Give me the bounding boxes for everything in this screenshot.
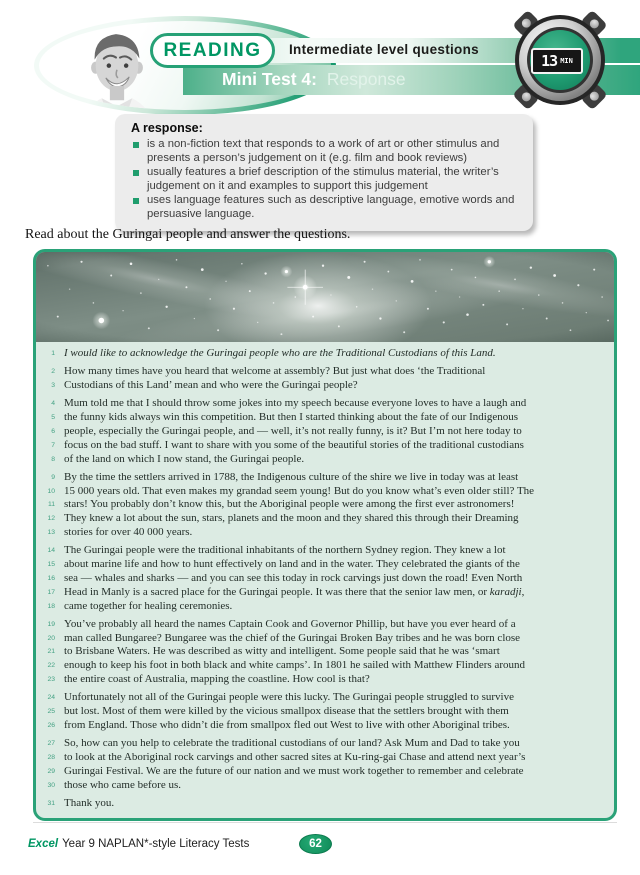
line-text: those who came before us.	[64, 778, 181, 791]
line-number: 5	[51, 414, 55, 422]
line-number: 31	[47, 799, 55, 807]
line-number: 2	[51, 368, 55, 376]
test-title-light: Response	[326, 69, 406, 89]
square-bullet-icon	[133, 142, 139, 148]
passage-line	[42, 691, 602, 705]
passage-line	[42, 471, 602, 485]
infobox-bullet-list	[131, 138, 521, 221]
infobox-bullet-item	[131, 194, 521, 221]
passage-paragraph	[42, 471, 602, 540]
passage-line	[42, 365, 602, 379]
book-title: Year 9 NAPLAN*-style Literacy Tests	[62, 838, 250, 850]
line-text: from England. Those who didn’t die from smallpox fled out West to live with other Aboriginal tribes.	[64, 718, 510, 731]
bullet-text: is a non-fiction text that responds to a work of art or other stimulus and presents a person’s judgement on it (e.g. film and book reviews)	[147, 138, 500, 164]
line-text: to Brisbane Waters. He was described as witty and intelligent. Some people said that he was ‘smart	[64, 645, 500, 658]
passage-line	[42, 645, 602, 659]
passage-line	[42, 797, 602, 811]
infobox-title: A response:	[131, 121, 203, 135]
passage-line	[42, 439, 602, 453]
line-text: Custodians of this Land’ mean and who were the Guringai people?	[64, 379, 358, 392]
starry-sky-image	[36, 252, 614, 342]
infobox-bullet-item	[131, 166, 521, 193]
passage-line	[42, 453, 602, 467]
brand-label: Excel	[28, 838, 59, 850]
passage-line	[42, 659, 602, 673]
square-bullet-icon	[133, 170, 139, 176]
line-number: 12	[47, 515, 55, 523]
line-text: focus on the bad stuff. I want to share with you some of the beautiful stories of the traditional custodians	[64, 438, 524, 451]
line-number: 30	[47, 781, 55, 789]
line-text: Unfortunately not all of the Guringai people were this lucky. The Guringai people struggled to survive	[64, 691, 514, 704]
line-number: 16	[47, 574, 55, 582]
line-text: the funny kids always win this competition. But then I started thinking about the fate of our Indigenous	[64, 411, 518, 424]
passage-line	[42, 586, 602, 600]
passage-line	[42, 347, 602, 361]
line-number: 21	[47, 648, 55, 656]
line-text: stars! You probably don’t know this, but the Aboriginal people were among the first ever astronomers!	[64, 498, 515, 511]
line-number: 7	[51, 441, 55, 449]
passage-line	[42, 379, 602, 393]
line-number: 20	[47, 634, 55, 642]
passage-line	[42, 544, 602, 558]
passage-paragraph	[42, 365, 602, 393]
passage-line	[42, 618, 602, 632]
line-number: 19	[47, 620, 55, 628]
passage-paragraph	[42, 544, 602, 613]
passage-line	[42, 397, 602, 411]
line-text: How many times have you heard that welcome at assembly? But just what does ‘the Traditional	[64, 365, 486, 378]
passage-line	[42, 751, 602, 765]
instruction-text: Read about the Guringai people and answer the questions.	[25, 227, 351, 242]
line-number: 25	[47, 708, 55, 716]
passage-paragraph	[42, 618, 602, 687]
line-text: enough to keep his foot in both black and white camps’. In 1801 he sailed with Matthew Flinders around	[64, 659, 525, 672]
test-title-bold: Mini Test 4:	[222, 69, 317, 89]
line-text: They knew a lot about the sun, stars, planets and the moon and they shared this through their Dreaming	[64, 512, 519, 525]
infobox-bullet-item	[131, 138, 521, 165]
line-text: came together for healing ceremonies.	[64, 599, 233, 612]
page-number-badge: 62	[299, 834, 332, 854]
passage-line	[42, 411, 602, 425]
line-number: 27	[47, 740, 55, 748]
line-number: 14	[47, 547, 55, 555]
bullet-text: usually features a brief description of the stimulus material, the writer’s judgement on it and examples to support this judgement	[147, 166, 499, 192]
line-number: 13	[47, 529, 55, 537]
test-title	[222, 69, 406, 90]
passage-line	[42, 705, 602, 719]
line-text: Guringai Festival. We are the future of our nation and we must work together to remember and celebrate	[64, 764, 524, 777]
timer-unit: MIN	[560, 57, 573, 65]
passage-line	[42, 558, 602, 572]
line-text: I would like to acknowledge the Guringai people who are the Traditional Custodians of this Land.	[64, 347, 496, 359]
section-pill	[150, 33, 275, 68]
passage-line	[42, 600, 602, 614]
passage-line	[42, 737, 602, 751]
line-number: 17	[47, 588, 55, 596]
timer-stopwatch-icon	[510, 10, 610, 110]
line-number: 8	[51, 455, 55, 463]
timer-display	[531, 48, 583, 74]
line-text: stories for over 40 000 years.	[64, 526, 193, 539]
passage-paragraph	[42, 797, 602, 811]
response-infobox	[115, 114, 533, 231]
bullet-text: uses language features such as descriptive language, emotive words and persuasive language.	[147, 194, 515, 220]
passage-line	[42, 673, 602, 687]
level-label: Intermediate level questions	[289, 42, 479, 57]
line-number: 10	[47, 487, 55, 495]
line-text: the entire coast of Australia, mapping the coastline. How cool is that?	[64, 673, 370, 686]
line-number: 4	[51, 400, 55, 408]
line-text: of the land on which I now stand, the Guringai people.	[64, 452, 305, 465]
passage-line	[42, 512, 602, 526]
passage-line	[42, 572, 602, 586]
line-text: Mum told me that I should throw some jokes into my speech because everyone loves to have a laugh and	[64, 397, 527, 410]
line-number: 23	[47, 676, 55, 684]
line-text: The Guringai people were the traditional inhabitants of the northern Sydney region. They knew a lot	[64, 544, 506, 557]
line-number: 29	[47, 767, 55, 775]
square-bullet-icon	[133, 198, 139, 204]
book-title-line	[28, 838, 249, 850]
line-text: people, especially the Guringai people, and — well, it’s not really funny, is it? But I’m not here today to	[64, 424, 522, 437]
line-number: 11	[47, 501, 55, 509]
line-text: to look at the Aboriginal rock carvings and other sacred sites at Ku-ring-gai Chase and attend next year’s	[64, 751, 526, 764]
section-label: READING	[163, 39, 262, 61]
line-number: 9	[51, 473, 55, 481]
passage-line	[42, 485, 602, 499]
line-text: but lost. Most of them were killed by the vicious smallpox disease that the settlers brought with them	[64, 705, 509, 718]
passage-line	[42, 632, 602, 646]
passage-text	[36, 342, 614, 811]
line-text: man called Bungaree? Bungaree was the chief of the Guringai Broken Bay tribes and he was born close	[64, 631, 521, 644]
passage-line	[42, 498, 602, 512]
footer-divider	[33, 822, 617, 823]
passage-paragraph	[42, 397, 602, 466]
line-text: sea — whales and sharks — and you can see this today in rock carvings just down the road! Even North	[64, 571, 523, 584]
timer-minutes: 13	[541, 52, 558, 70]
line-text: 15 000 years old. That even makes my grandad seem young! But do you know what’s even older still? The	[64, 484, 535, 497]
line-text: Thank you.	[64, 796, 115, 809]
passage-line	[42, 526, 602, 540]
line-text: Head in Manly is a sacred place for the Guringai people. It was there that the senior law men, or karadji,	[64, 585, 525, 598]
line-number: 24	[47, 694, 55, 702]
passage-paragraph	[42, 737, 602, 792]
line-number: 1	[51, 350, 55, 357]
passage-line	[42, 719, 602, 733]
line-number: 28	[47, 754, 55, 762]
line-text: So, how can you help to celebrate the traditional custodians of our land? Ask Mum and Dad to take you	[64, 737, 520, 750]
line-number: 18	[47, 602, 55, 610]
line-text: By the time the settlers arrived in 1788, the Indigenous culture of the shire we live in today was at least	[64, 470, 519, 483]
line-text: about marine life and how to hunt effectively on land and in the water. They celebrated the giants of the	[64, 558, 520, 571]
line-number: 15	[47, 561, 55, 569]
line-number: 26	[47, 721, 55, 729]
passage-paragraph	[42, 691, 602, 732]
passage-line	[42, 779, 602, 793]
passage-box	[33, 249, 617, 821]
passage-line	[42, 425, 602, 439]
line-number: 3	[51, 382, 55, 390]
passage-line	[42, 765, 602, 779]
line-number: 6	[51, 427, 55, 435]
passage-paragraph	[42, 347, 602, 361]
line-number: 22	[47, 662, 55, 670]
line-text: You’ve probably all heard the names Captain Cook and Governor Phillip, but have you ever heard of a	[64, 617, 516, 630]
